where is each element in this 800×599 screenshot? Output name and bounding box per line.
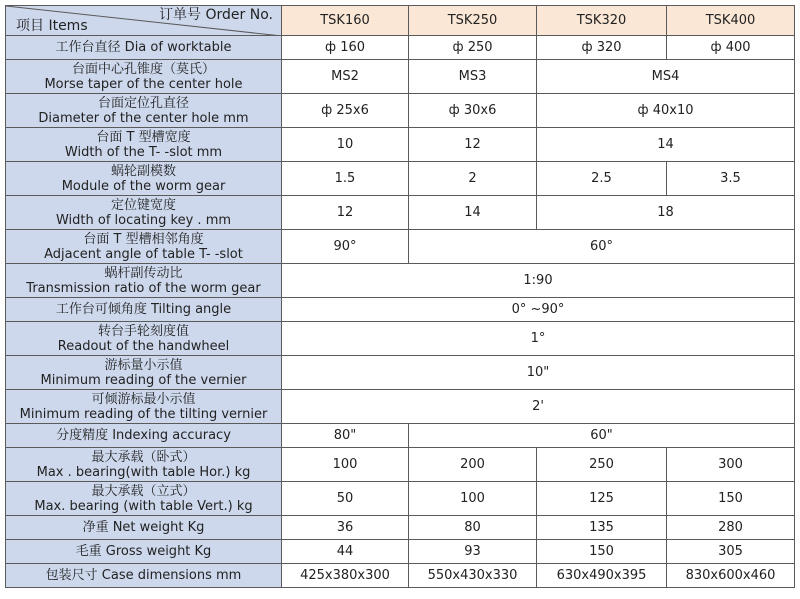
row-label-cn: 定位键宽度 [110,197,176,213]
table-row [6,482,795,516]
row-label-en: Readout of the handwheel [57,338,230,354]
row-label [6,390,282,424]
value-cell: 280 [667,516,795,540]
value-cell: 150 [667,482,795,516]
value-cell: ф 25x6 [282,94,409,128]
row-label [6,322,282,356]
value-cell: MS3 [409,60,537,94]
items-label: 项目 Items [16,18,88,34]
value-cell: MS2 [282,60,409,94]
row-label-cn: 台面定位孔直径 [97,95,189,111]
value-cell: ф 320 [537,36,667,60]
value-cell: 10 [282,128,409,162]
value-cell: 80" [282,424,409,448]
table-row [6,564,795,588]
row-label [6,196,282,230]
value-cell: 60° [409,230,795,264]
value-cell: 550x430x330 [409,564,537,588]
row-label-en: Adjacent angle of table T- -slot [44,246,243,262]
table-row [6,298,795,322]
row-label [6,564,282,588]
row-label-cn: 蜗轮副模数 [110,163,176,179]
value-cell: 150 [537,540,667,564]
row-label-en: 工作台可倾角度 Tilting angle [55,302,232,317]
value-cell: 300 [667,448,795,482]
value-cell: 14 [409,196,537,230]
value-cell: 135 [537,516,667,540]
row-label-en: Max. bearing (with table Vert.) kg [34,498,253,514]
row-label-en: Width of the T- -slot mm [64,144,223,160]
value-cell: 630x490x395 [537,564,667,588]
value-cell: 1:90 [282,264,795,298]
row-label [6,298,282,322]
value-cell: 1.5 [282,162,409,196]
row-label-en: 分度精度 Indexing accuracy [56,428,231,443]
value-cell: 10" [282,356,795,390]
row-label-en: Diameter of the center hole mm [38,110,249,126]
table-row [6,448,795,482]
row-label-cn: 可倾游标最小示值 [91,391,196,407]
spec-table [5,5,795,588]
value-cell: 100 [409,482,537,516]
spec-table-container [5,5,794,595]
value-cell: 425x380x300 [282,564,409,588]
row-label [6,424,282,448]
row-label [6,128,282,162]
model-header: TSK250 [409,6,537,36]
value-cell: 0° ~90° [282,298,795,322]
value-cell: 200 [409,448,537,482]
value-cell: 93 [409,540,537,564]
value-cell: 3.5 [667,162,795,196]
row-label-en: 工作台直径 Dia of worktable [55,40,232,55]
row-label [6,516,282,540]
table-row [6,94,795,128]
value-cell: ф 30x6 [409,94,537,128]
value-cell: 60" [409,424,795,448]
value-cell: ф 160 [282,36,409,60]
table-row [6,60,795,94]
value-cell: 125 [537,482,667,516]
row-label-cn: 最大承载（立式） [91,483,196,499]
row-label-en: Width of locating key . mm [55,212,232,228]
row-label [6,264,282,298]
row-label-cn: 游标量小示值 [104,357,183,373]
order-no-label: 订单号 Order No. [159,7,273,23]
value-cell: 250 [537,448,667,482]
row-label [6,94,282,128]
row-label [6,482,282,516]
value-cell: 90° [282,230,409,264]
row-label-cn: 台面中心孔锥度（莫氏） [71,61,215,77]
value-cell: 2' [282,390,795,424]
row-label-en: Morse taper of the center hole [44,76,243,92]
row-label [6,356,282,390]
value-cell: 12 [409,128,537,162]
value-cell: ф 250 [409,36,537,60]
row-label-cn: 台面 T 型槽相邻角度 [83,231,204,247]
table-row [6,540,795,564]
row-label [6,448,282,482]
value-cell: 305 [667,540,795,564]
value-cell: 2 [409,162,537,196]
row-label [6,162,282,196]
row-label-en: Max . bearing(with table Hor.) kg [36,464,251,480]
row-label [6,60,282,94]
table-row [6,516,795,540]
row-label-cn: 蜗杆副传动比 [104,265,183,281]
value-cell: 12 [282,196,409,230]
value-cell: ф 400 [667,36,795,60]
header-row [6,6,795,36]
row-label-en: 净重 Net weight Kg [82,520,205,535]
row-label-cn: 转台手轮刻度值 [97,323,189,339]
value-cell: 2.5 [537,162,667,196]
value-cell: 80 [409,516,537,540]
model-header: TSK320 [537,6,667,36]
row-label [6,36,282,60]
row-label-en: Minimum reading of the tilting vernier [19,406,268,422]
value-cell: 14 [537,128,795,162]
table-row [6,264,795,298]
row-label-en: Minimum reading of the vernier [40,372,247,388]
header-corner-cell [6,6,282,36]
row-label-en: 毛重 Gross weight Kg [75,544,212,559]
value-cell: 100 [282,448,409,482]
value-cell: 1° [282,322,795,356]
row-label-cn: 最大承载（卧式） [91,449,196,465]
table-row [6,424,795,448]
row-label [6,540,282,564]
table-row [6,196,795,230]
table-row [6,356,795,390]
table-row [6,162,795,196]
value-cell: MS4 [537,60,795,94]
table-row [6,36,795,60]
row-label-en: Module of the worm gear [61,178,226,194]
row-label [6,230,282,264]
table-row [6,128,795,162]
row-label-en: Transmission ratio of the worm gear [26,280,261,296]
model-header: TSK160 [282,6,409,36]
table-row [6,390,795,424]
value-cell: 18 [537,196,795,230]
value-cell: 50 [282,482,409,516]
model-header: TSK400 [667,6,795,36]
value-cell: 44 [282,540,409,564]
row-label-cn: 台面 T 型槽宽度 [96,129,191,145]
value-cell: ф 40x10 [537,94,795,128]
row-label-en: 包装尺寸 Case dimensions mm [45,568,242,583]
value-cell: 830x600x460 [667,564,795,588]
table-row [6,230,795,264]
table-row [6,322,795,356]
value-cell: 36 [282,516,409,540]
